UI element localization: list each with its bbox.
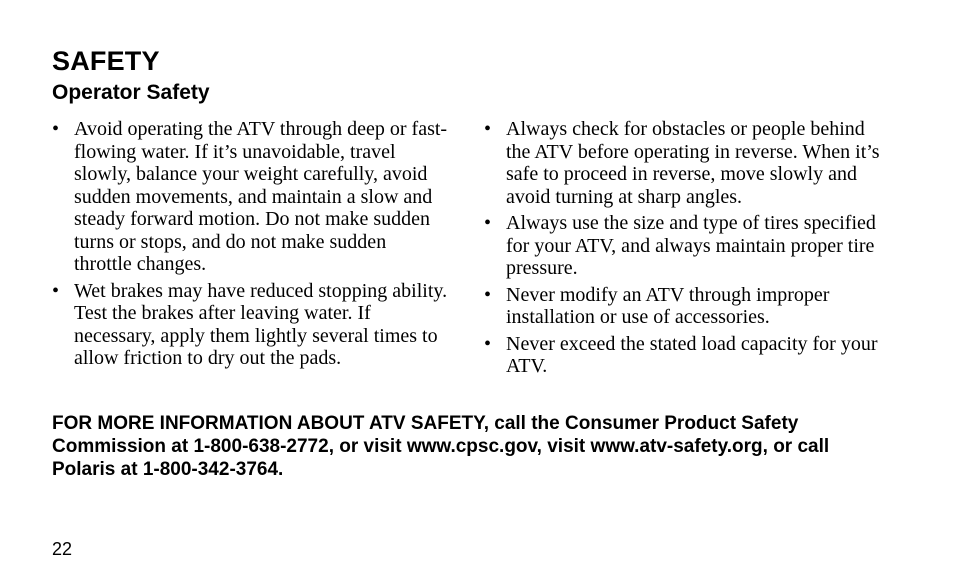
list-item-text: Never exceed the stated load capacity for your ATV. <box>506 332 878 377</box>
list-item <box>52 118 448 276</box>
bullet-icon: • <box>484 283 492 306</box>
list-item <box>52 280 448 370</box>
bullet-icon: • <box>484 332 492 355</box>
subsection-title: Operator Safety <box>52 81 210 104</box>
list-item-text: Never modify an ATV through improper installation or use of accessories. <box>506 283 830 328</box>
list-item-text: Always check for obstacles or people behind the ATV before operating in reverse. When it’s safe to proceed in reverse, move slowly and avoid turning at sharp angles. <box>506 118 880 208</box>
list-item <box>484 333 884 378</box>
list-item <box>484 212 884 280</box>
list-item-text: Wet brakes may have reduced stopping ability. Test the brakes after leaving water. If necessary, apply them lightly several times to allow friction to dry out the pads. <box>74 279 448 369</box>
left-column-list <box>52 118 448 374</box>
bullet-icon: • <box>52 118 60 140</box>
list-item-text: Always use the size and type of tires specified for your ATV, and always maintain proper tire pressure. <box>506 212 876 279</box>
right-column-list <box>484 118 884 382</box>
section-title: SAFETY <box>52 46 160 76</box>
page-number: 22 <box>52 539 73 559</box>
list-item-text: Avoid operating the ATV through deep or fast-flowing water. If it’s unavoidable, travel slowly, balance your weight carefully, avoid sudden movements, and maintain a slow and steady forward motion. Do not make sudden turns or stops, and do not make sudden throttle changes. <box>74 118 448 275</box>
bullet-icon: • <box>484 118 492 140</box>
more-information-notice: FOR MORE INFORMATION ABOUT ATV SAFETY, call the Consumer Product Safety Commission at 1-800-638-2772, or visit www.cpsc.gov, visit www.atv-safety.org, or call Polaris at 1-800-342-3764. <box>52 413 830 480</box>
list-item <box>484 118 884 208</box>
list-item <box>484 284 884 329</box>
bullet-icon: • <box>52 279 60 302</box>
bullet-icon: • <box>484 212 492 234</box>
